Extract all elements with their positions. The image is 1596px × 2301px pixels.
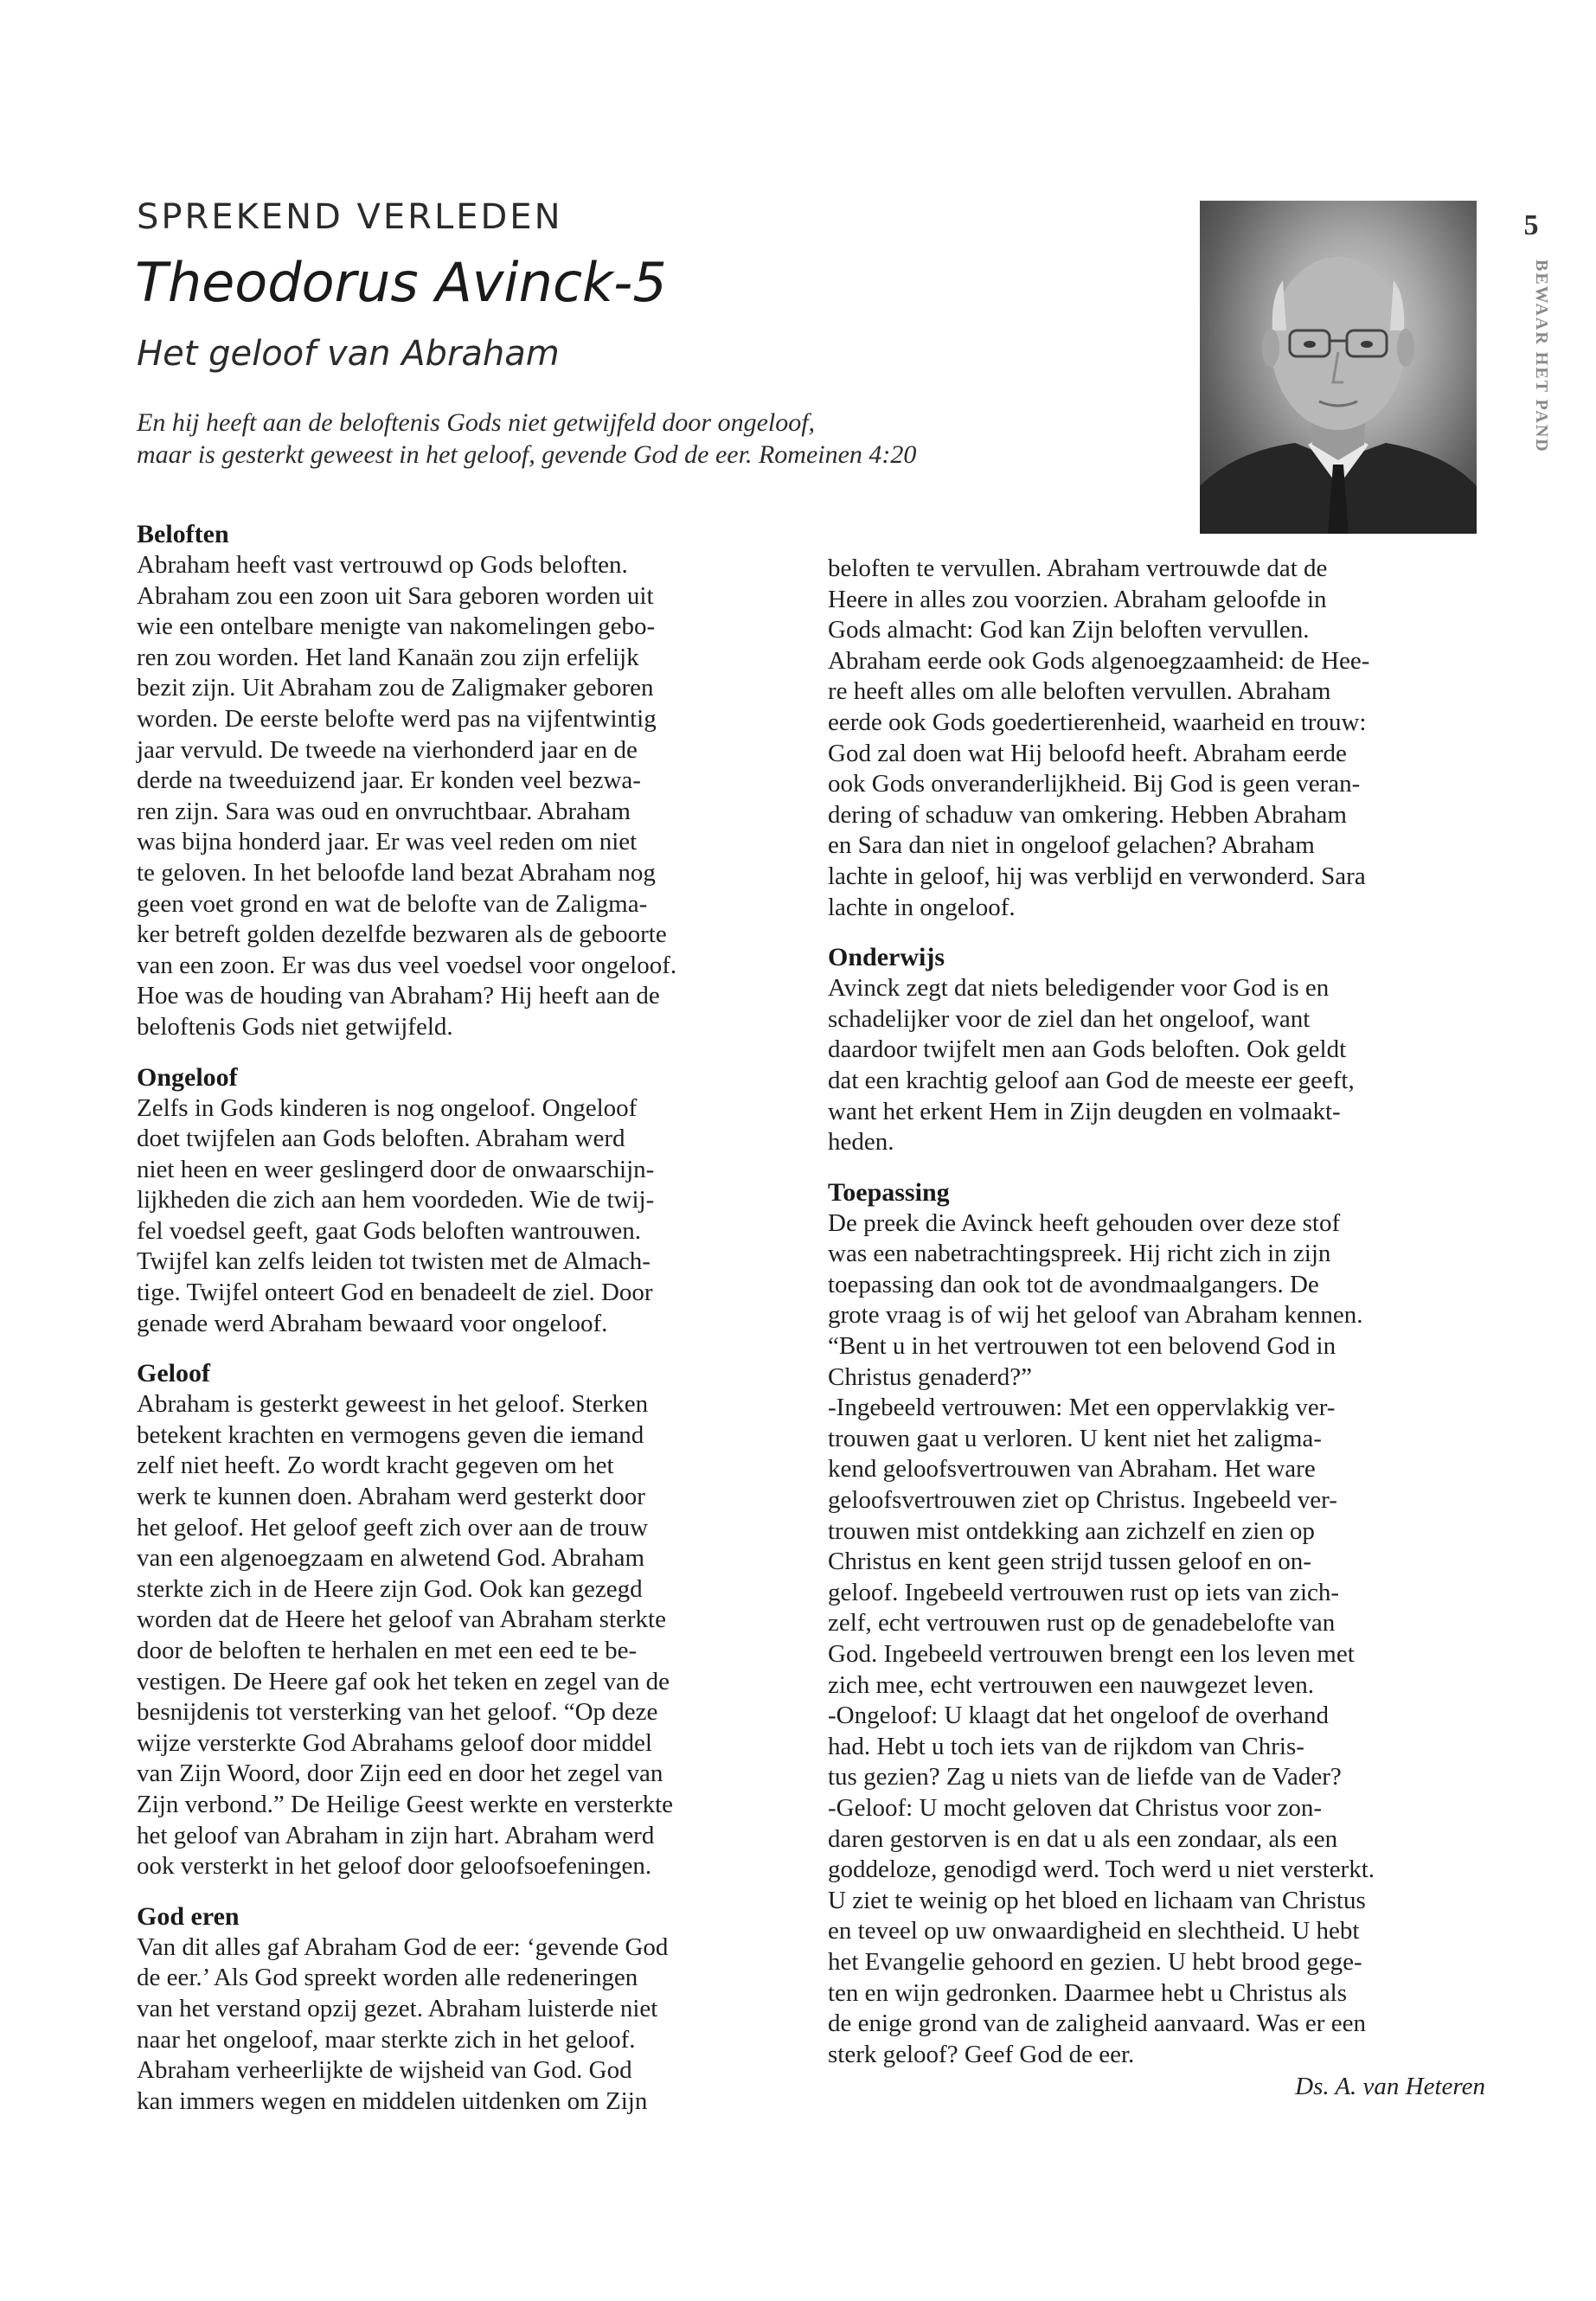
text-line: want het erkent Hem in Zijn deugden en volmaakt- bbox=[828, 1097, 1341, 1125]
text-line: Abraham verheerlijkte de wijsheid van God. God bbox=[137, 2056, 632, 2085]
text-line: wijze versterkte God Abrahams geloof door middel bbox=[137, 1728, 652, 1757]
text-line: het geloof. Het geloof geeft zich over aan de trouw bbox=[137, 1513, 649, 1541]
section-ongeloof bbox=[137, 1062, 790, 1340]
text-line: zich mee, echt vertrouwen een nauwgezet leven. bbox=[828, 1670, 1314, 1699]
text-line: toepassing dan ook tot de avondmaalgangers. De bbox=[828, 1270, 1319, 1298]
text-line: goddeloze, genodigd werd. Toch werd u niet versterkt. bbox=[828, 1856, 1375, 1884]
text-line: zelf, echt vertrouwen rust op de genadebelofte van bbox=[828, 1609, 1336, 1638]
section-body bbox=[137, 1932, 790, 2118]
section-heading: God eren bbox=[137, 1901, 240, 1931]
section-body bbox=[137, 550, 790, 1043]
text-line: kan immers wegen en middelen uitdenken om Zijn bbox=[137, 2086, 648, 2115]
text-line: geloofsvertrouwen ziet op Christus. Ingebeeld ver- bbox=[828, 1486, 1337, 1515]
text-line: en teveel op uw onwaardigheid en slechtheid. U hebt bbox=[828, 1917, 1360, 1945]
text-line: beloften te vervullen. Abraham vertrouwde dat de bbox=[828, 554, 1328, 582]
text-line: door de beloften te herhalen en met een eed te be- bbox=[137, 1637, 638, 1664]
text-line: het geloof van Abraham in zijn hart. Abraham werd bbox=[137, 1821, 655, 1849]
section-body bbox=[828, 973, 1485, 1158]
section-heading: Geloof bbox=[137, 1359, 210, 1388]
text-line: Abraham zou een zoon uit Sara geboren worden uit bbox=[137, 581, 654, 610]
text-line: doet twijfelen aan Gods beloften. Abraham werd bbox=[137, 1125, 625, 1153]
text-line: -Geloof: U mocht geloven dat Christus voor zon- bbox=[828, 1793, 1323, 1822]
text-line: genade werd Abraham bewaard voor ongeloof. bbox=[137, 1309, 608, 1337]
author-signature: Ds. A. van Heteren bbox=[1295, 2073, 1485, 2101]
section-beloften bbox=[137, 519, 790, 1043]
quote-line: maar is gesterkt geweest in het geloof, gevende God de eer. Romeinen 4:20 bbox=[137, 440, 917, 469]
section-body bbox=[828, 554, 1485, 923]
text-line: trouwen mist ontdekking aan zichzelf en zien op bbox=[828, 1516, 1315, 1545]
section-heading: Ongeloof bbox=[137, 1062, 238, 1092]
text-line: van Zijn Woord, door Zijn eed en door het zegel van bbox=[137, 1759, 663, 1788]
text-line: sterk geloof? Geef God de eer. bbox=[828, 2040, 1135, 2068]
text-line: worden. De eerste belofte werd pas na vijfentwintig bbox=[137, 704, 657, 733]
text-line: grote vraag is of wij het geloof van Abraham kennen. bbox=[828, 1301, 1363, 1330]
text-line: ker betreft golden dezelfde bezwaren als de geboorte bbox=[137, 920, 667, 949]
text-line: vestigen. De Heere gaf ook het teken en zegel van de bbox=[137, 1667, 670, 1695]
text-line: de eer.’ Als God spreekt worden alle redeneringen bbox=[137, 1964, 638, 1992]
text-line: beloftenis Gods niet getwijfeld. bbox=[137, 1012, 453, 1041]
text-line: van een zoon. Er was dus veel voedsel voor ongeloof. bbox=[137, 951, 677, 979]
text-line: fel voedsel geeft, gaat Gods beloften wantrouwen. bbox=[137, 1216, 642, 1245]
text-line: dat een krachtig geloof aan God de meeste eer geeft, bbox=[828, 1066, 1355, 1094]
text-line: Heere in alles zou voorzien. Abraham geloofde in bbox=[828, 585, 1327, 613]
text-line: geen voet grond en wat de belofte van de Zaligma- bbox=[137, 889, 648, 918]
text-line: Twijfel kan zelfs leiden tot twisten met de Almach- bbox=[137, 1247, 651, 1276]
section-label: SPREKEND VERLEDEN bbox=[137, 197, 563, 237]
text-line: re heeft alles om alle beloften vervullen. Abraham bbox=[828, 677, 1331, 706]
text-line: te geloven. In het beloofde land bezat Abraham nog bbox=[137, 858, 656, 887]
text-line: daardoor twijfelt men aan Gods beloften. Ook geldt bbox=[828, 1035, 1347, 1064]
text-line: De preek die Avinck heeft gehouden over deze stof bbox=[828, 1208, 1341, 1237]
text-line: Abraham is gesterkt geweest in het geloof. Sterken bbox=[137, 1390, 649, 1419]
text-line: ook versterkt in het geloof door geloofsoefeningen. bbox=[137, 1852, 652, 1881]
section-god-eren bbox=[137, 1901, 790, 2118]
text-line: sterkte zich in de Heere zijn God. Ook kan gezegd bbox=[137, 1574, 643, 1603]
text-line: betekent krachten en vermogens geven die iemand bbox=[137, 1420, 644, 1449]
running-head: BEWAAR HET PAND bbox=[1532, 260, 1551, 453]
text-line: worden dat de Heere het geloof van Abraham sterkte bbox=[137, 1606, 666, 1634]
text-line: was bijna honderd jaar. Er was veel reden om niet bbox=[137, 828, 638, 856]
text-line: daren gestorven is en dat u als een zondaar, als een bbox=[828, 1824, 1338, 1853]
text-line: besnijdenis tot versterking van het geloof. “Op deze bbox=[137, 1698, 658, 1727]
text-line: kend geloofsvertrouwen van Abraham. Het ware bbox=[828, 1455, 1316, 1484]
text-line: dering of schaduw van omkering. Hebben Abraham bbox=[828, 800, 1347, 829]
right-column bbox=[828, 554, 1485, 2103]
text-line: Abraham eerde ook Gods algenoegzaamheid: de Hee- bbox=[828, 646, 1370, 675]
text-line: was een nabetrachtingspreek. Hij richt zich in zijn bbox=[828, 1240, 1331, 1268]
text-line: niet heen en weer geslingerd door de onwaarschijn- bbox=[137, 1155, 655, 1183]
text-line: ten en wijn gedronken. Daarmee hebt u Christus als bbox=[828, 1978, 1347, 2007]
text-line: Zijn verbond.” De Heilige Geest werkte en versterkte bbox=[137, 1790, 674, 1818]
text-line: -Ingebeeld vertrouwen: Met een oppervlakkig ver- bbox=[828, 1394, 1336, 1422]
article-title: Theodorus Avinck-5 bbox=[135, 251, 667, 314]
text-line: van een algenoegzaam en alwetend God. Abraham bbox=[137, 1544, 644, 1573]
text-line: ook Gods onveranderlijkheid. Bij God is geen veran- bbox=[828, 770, 1361, 798]
text-line: geloof. Ingebeeld vertrouwen rust op iets van zich- bbox=[828, 1578, 1340, 1606]
text-line: heden. bbox=[828, 1128, 894, 1157]
section-heading: Beloften bbox=[137, 520, 229, 548]
text-line: Christus en kent geen strijd tussen geloof en on- bbox=[828, 1548, 1311, 1576]
left-column bbox=[137, 519, 790, 2117]
text-line: eerde ook Gods goedertierenheid, waarheid en trouw: bbox=[828, 708, 1367, 736]
text-line: had. Hebt u toch iets van de rijkdom van Chris- bbox=[828, 1732, 1304, 1760]
text-line: Hoe was de houding van Abraham? Hij heeft aan de bbox=[137, 982, 660, 1010]
text-line: wie een ontelbare menigte van nakomelingen gebo- bbox=[137, 612, 656, 641]
text-line: “Bent u in het vertrouwen tot een belovend God in bbox=[828, 1332, 1336, 1361]
author-photo bbox=[1200, 201, 1477, 534]
section-body bbox=[137, 1093, 790, 1340]
text-line: Abraham heeft vast vertrouwd op Gods beloften. bbox=[137, 551, 628, 579]
text-line: het Evangelie gehoord en gezien. U hebt brood gege- bbox=[828, 1947, 1362, 1976]
text-line: ren zou worden. Het land Kanaän zou zijn erfelijk bbox=[137, 643, 639, 671]
text-line: jaar vervuld. De tweede na vierhonderd jaar en de bbox=[137, 735, 638, 764]
text-line: bezit zijn. Uit Abraham zou de Zaligmaker geboren bbox=[137, 674, 654, 702]
text-line: Van dit alles gaf Abraham God de eer: ‘gevende God bbox=[137, 1932, 669, 1961]
quote-line: En hij heeft aan de beloftenis Gods niet getwijfeld door ongeloof, bbox=[137, 408, 816, 437]
article-subtitle: Het geloof van Abraham bbox=[137, 334, 560, 374]
text-line: lachte in geloof, hij was verblijd en verwonderd. Sara bbox=[828, 862, 1366, 890]
text-line: werk te kunnen doen. Abraham werd gesterkt door bbox=[137, 1483, 645, 1511]
text-line: ren zijn. Sara was oud en onvruchtbaar. Abraham bbox=[137, 797, 631, 825]
section-body bbox=[828, 1208, 1485, 2071]
text-line: tige. Twijfel onteert God en benadeelt de ziel. Door bbox=[137, 1279, 653, 1307]
text-line: U ziet te weinig op het bloed en lichaam van Christus bbox=[828, 1886, 1366, 1914]
text-line: en Sara dan niet in ongeloof gelachen? Abraham bbox=[828, 831, 1315, 860]
text-line: tus gezien? Zag u niets van de liefde van de Vader? bbox=[828, 1763, 1342, 1791]
text-line: God zal doen wat Hij beloofd heeft. Abraham eerde bbox=[828, 739, 1347, 767]
text-line: Zelfs in Gods kinderen is nog ongeloof. Ongeloof bbox=[137, 1093, 638, 1122]
text-line: Gods almacht: God kan Zijn beloften vervullen. bbox=[828, 616, 1310, 644]
text-line: lijkheden die zich aan hem voordeden. Wie de twij- bbox=[137, 1186, 655, 1215]
text-line: van het verstand opzij gezet. Abraham luisterde niet bbox=[137, 1994, 658, 2022]
text-line: lachte in ongeloof. bbox=[828, 893, 1016, 921]
text-line: zelf niet heeft. Zo wordt kracht gegeven om het bbox=[137, 1452, 614, 1480]
section-body bbox=[137, 1389, 790, 1882]
section-geloof bbox=[137, 1358, 790, 1882]
intro-quote bbox=[137, 407, 1131, 471]
text-line: Avinck zegt dat niets beledigender voor God is en bbox=[828, 974, 1330, 1003]
text-line: naar het ongeloof, maar sterkte zich in het geloof. bbox=[137, 2025, 636, 2054]
section-heading: Onderwijs bbox=[828, 943, 945, 972]
text-line: derde na tweeduizend jaar. Er konden veel bezwa- bbox=[137, 766, 641, 795]
section-continued bbox=[828, 554, 1485, 923]
text-line: de enige grond van de zaligheid aanvaard. Was er een bbox=[828, 2009, 1366, 2038]
portrait-image bbox=[1200, 201, 1477, 534]
text-line: God. Ingebeeld vertrouwen brengt een los leven met bbox=[828, 1640, 1355, 1668]
section-onderwijs bbox=[828, 942, 1485, 1158]
text-line: Christus genaderd?” bbox=[828, 1362, 1032, 1391]
text-line: trouwen gaat u verloren. U kent niet het zaligma- bbox=[828, 1424, 1322, 1452]
text-line: -Ongeloof: U klaagt dat het ongeloof de overhand bbox=[828, 1702, 1330, 1730]
page-number: 5 bbox=[1523, 209, 1539, 241]
section-toepassing bbox=[828, 1177, 1485, 2071]
section-heading: Toepassing bbox=[828, 1177, 950, 1207]
text-line: schadelijker voor de ziel dan het ongeloof, want bbox=[828, 1004, 1311, 1033]
